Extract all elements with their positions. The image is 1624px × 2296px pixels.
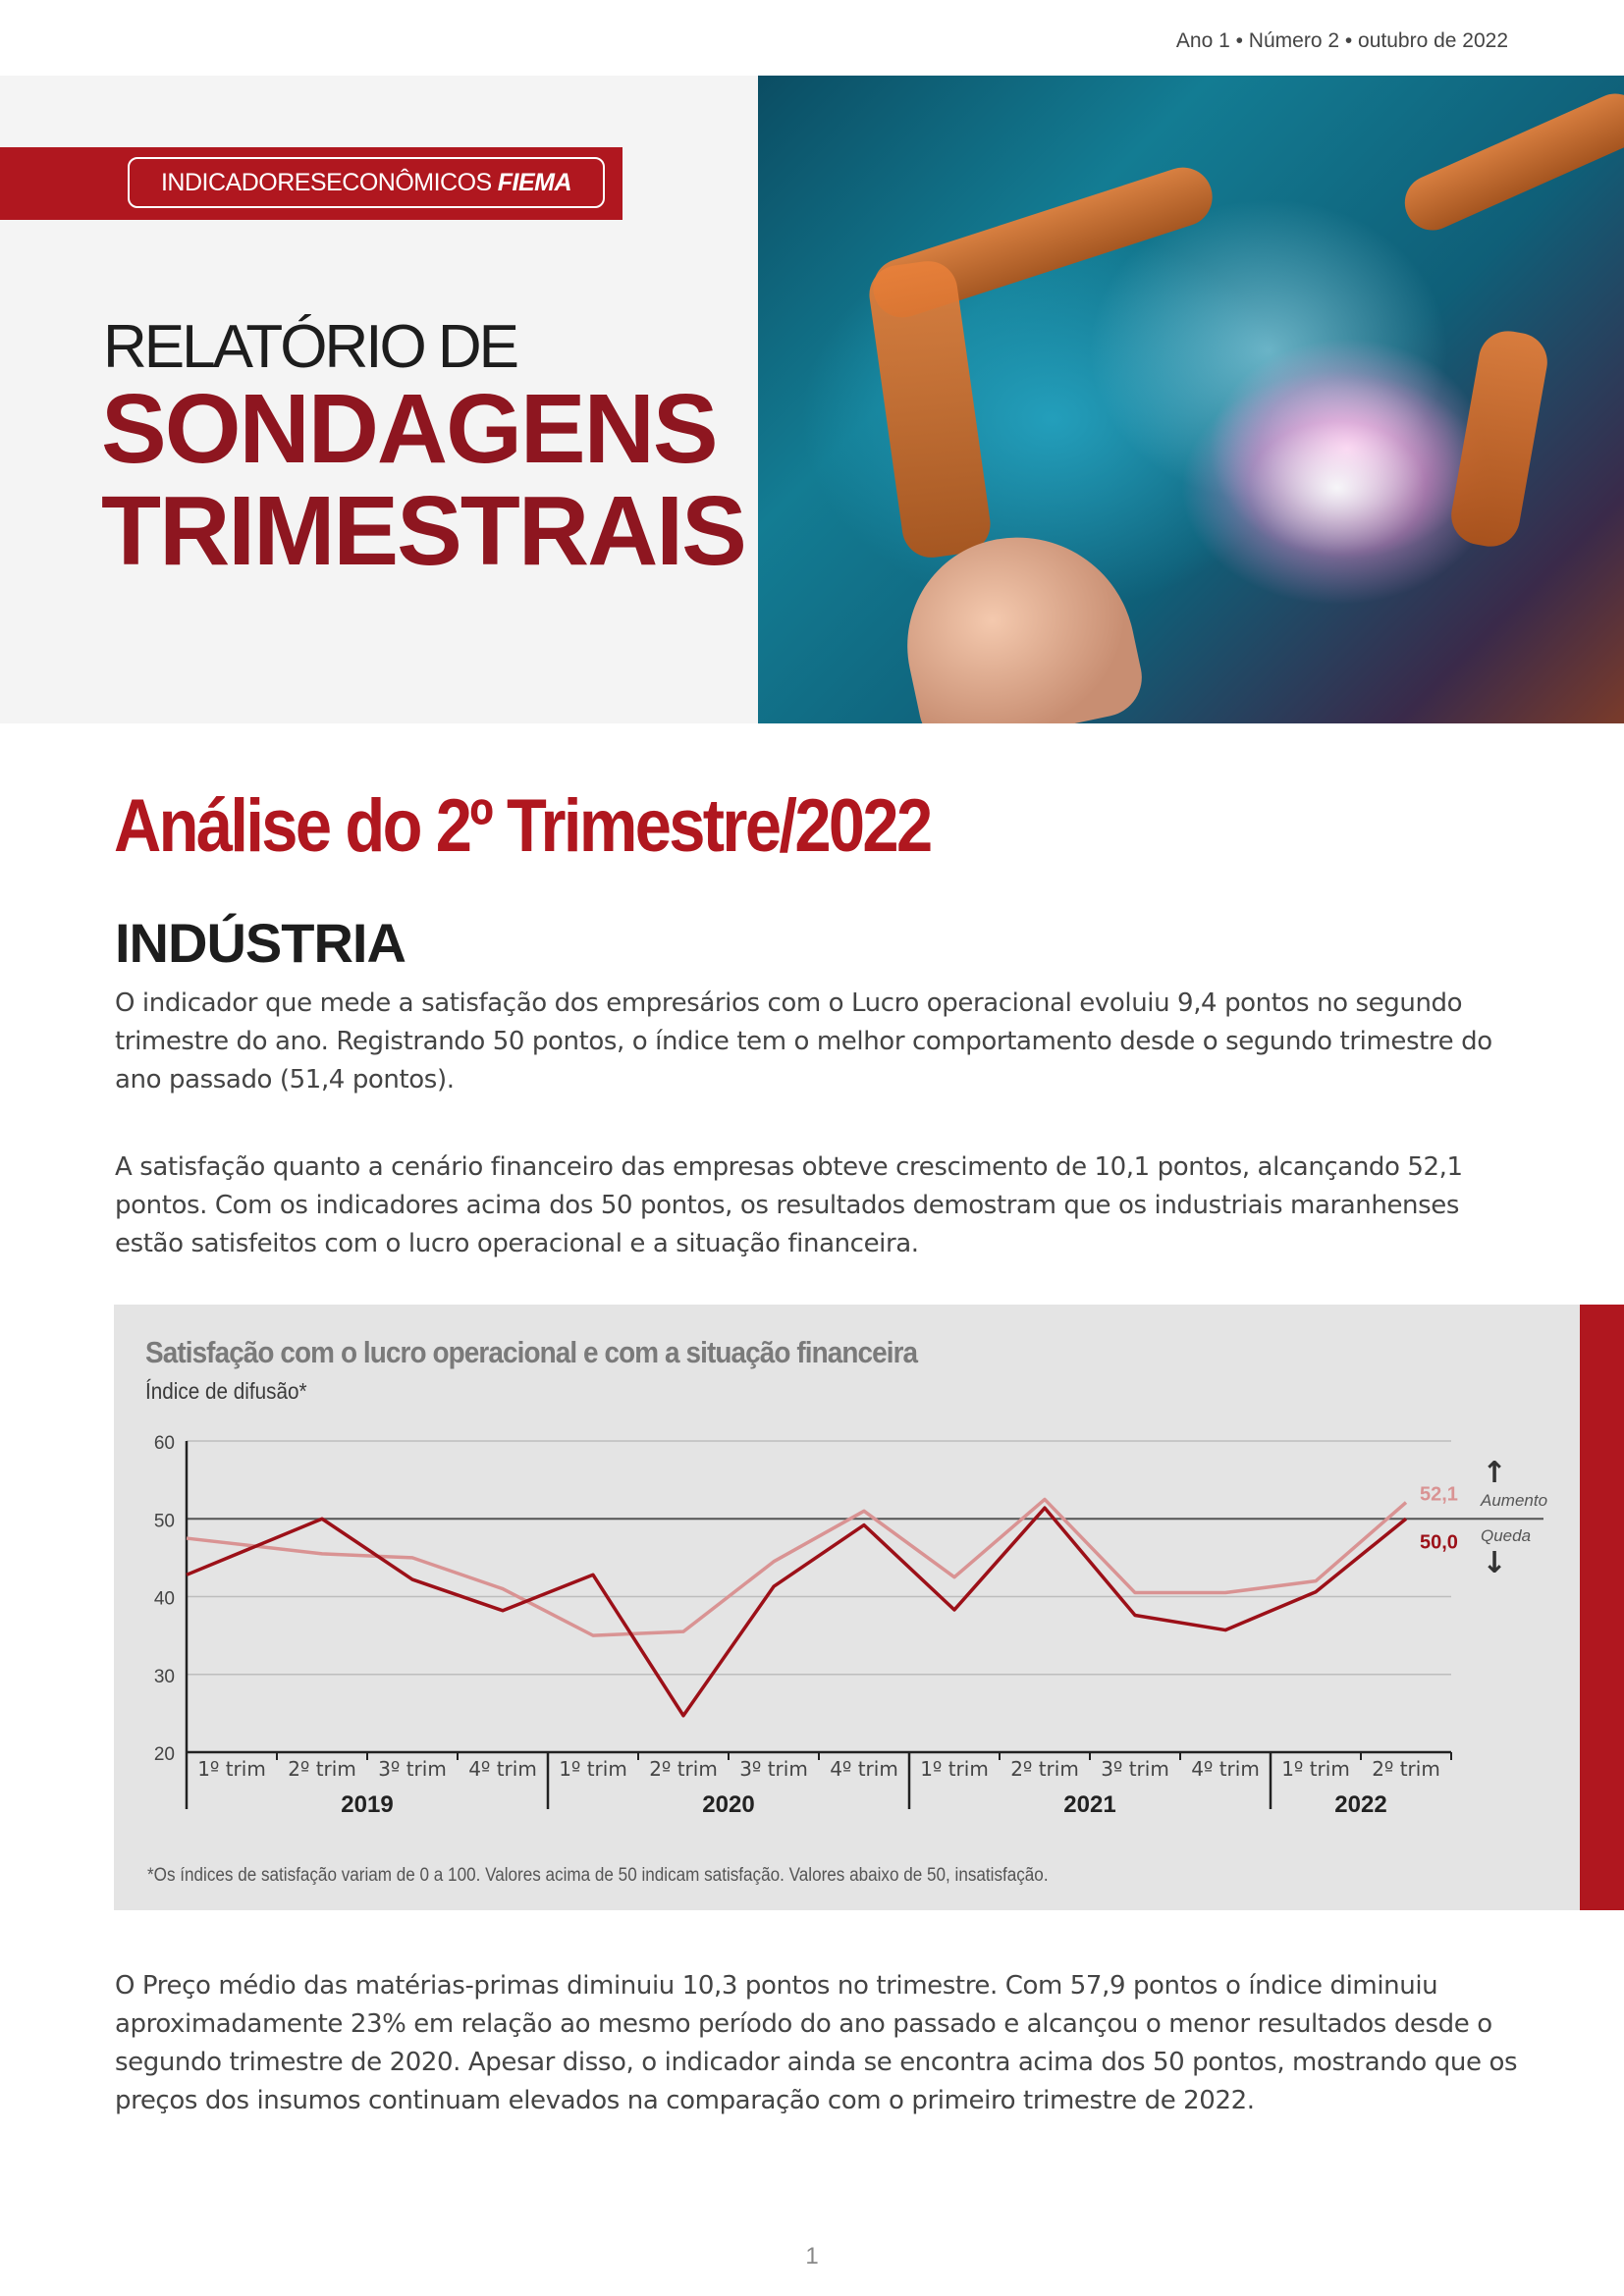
x-tick-label: 1º trim xyxy=(559,1757,627,1781)
brand-part-1: INDICADORES xyxy=(160,168,327,196)
x-tick-label: 3º trim xyxy=(1101,1757,1169,1781)
chart-ylabel: Índice de difusão* xyxy=(145,1378,307,1404)
series-end-label: 50,0 xyxy=(1420,1531,1458,1554)
report-title-line1: RELATÓRIO DE xyxy=(103,313,517,381)
x-tick-label: 2º trim xyxy=(649,1757,718,1781)
brand-part-3: FIEMA xyxy=(497,168,572,196)
x-tick-label: 4º trim xyxy=(1191,1757,1260,1781)
x-tick-label: 2º trim xyxy=(1372,1757,1440,1781)
x-tick-label: 3º trim xyxy=(378,1757,447,1781)
paragraph-2: A satisfação quanto a cenário financeiro das empresas obteve crescimento de 10,1 pontos, alcançando 52,1 pontos. Com os indicadores acima dos 50 pontos, os resultados demostram que os industriais maranhenses estão satisfeitos com o lucro operacional e a situação financeira. xyxy=(115,1152,1463,1258)
up-arrow-icon: ↑ xyxy=(1482,1456,1507,1490)
issue-line: Ano 1 • Número 2 • outubro de 2022 xyxy=(1175,29,1508,52)
report-title-line2: SONDAGENS xyxy=(101,374,717,484)
paragraph-3: O Preço médio das matérias-primas diminuiu 10,3 pontos no trimestre. Com 57,9 pontos o índice diminuiu aproximadamente 23% em relação ao mesmo período do ano passado e alcançou o menor resultados desde o segundo trimestre de 2020. Apesar disso, o indicador ainda se encontra acima dos 50 pontos, mostrando que os preços dos insumos continuam elevados na comparação com o primeiro trimestre de 2022. xyxy=(115,1971,1518,2115)
x-tick-label: 1º trim xyxy=(197,1757,266,1781)
paragraph-1: O indicador que mede a satisfação dos empresários com o Lucro operacional evoluiu 9,4 pontos no segundo trimestre do ano. Registrando 50 pontos, o índice tem o melhor comportamento desde o segundo trimestre do ano passado (51,4 pontos). xyxy=(115,988,1492,1095)
legend-up-label: Aumento xyxy=(1481,1491,1548,1510)
x-tick-label: 1º trim xyxy=(920,1757,989,1781)
y-tick-label: 50 xyxy=(153,1511,175,1532)
year-label: 2019 xyxy=(341,1791,394,1818)
y-tick-label: 60 xyxy=(153,1433,175,1454)
x-tick-label: 4º trim xyxy=(468,1757,537,1781)
page-number: 1 xyxy=(805,2243,819,2269)
x-tick-label: 2º trim xyxy=(1010,1757,1079,1781)
x-tick-label: 3º trim xyxy=(739,1757,808,1781)
down-arrow-icon: ↓ xyxy=(1482,1546,1507,1580)
y-tick-label: 30 xyxy=(153,1666,175,1687)
year-label: 2022 xyxy=(1334,1791,1387,1818)
chart-title: Satisfação com o lucro operacional e com a situação financeira xyxy=(145,1335,918,1369)
series-end-label: 52,1 xyxy=(1420,1483,1458,1506)
chart-footnote: *Os índices de satisfação variam de 0 a 100. Valores acima de 50 indicam satisfação. Valores abaixo de 50, insatisfação. xyxy=(147,1865,1049,1886)
year-label: 2020 xyxy=(702,1791,755,1818)
y-tick-label: 20 xyxy=(153,1744,175,1765)
x-tick-label: 2º trim xyxy=(288,1757,356,1781)
report-title-line3: TRIMESTRAIS xyxy=(101,476,745,586)
y-tick-label: 40 xyxy=(153,1588,175,1610)
legend-down-label: Queda xyxy=(1481,1526,1532,1545)
x-tick-label: 4º trim xyxy=(830,1757,898,1781)
section-title: Análise do 2º Trimestre/2022 xyxy=(114,784,931,868)
series-line xyxy=(187,1508,1406,1716)
year-label: 2021 xyxy=(1063,1791,1116,1818)
x-tick-label: 1º trim xyxy=(1281,1757,1350,1781)
brand-part-2: ECONÔMICOS xyxy=(326,168,492,196)
subsection-title: INDÚSTRIA xyxy=(115,912,406,974)
